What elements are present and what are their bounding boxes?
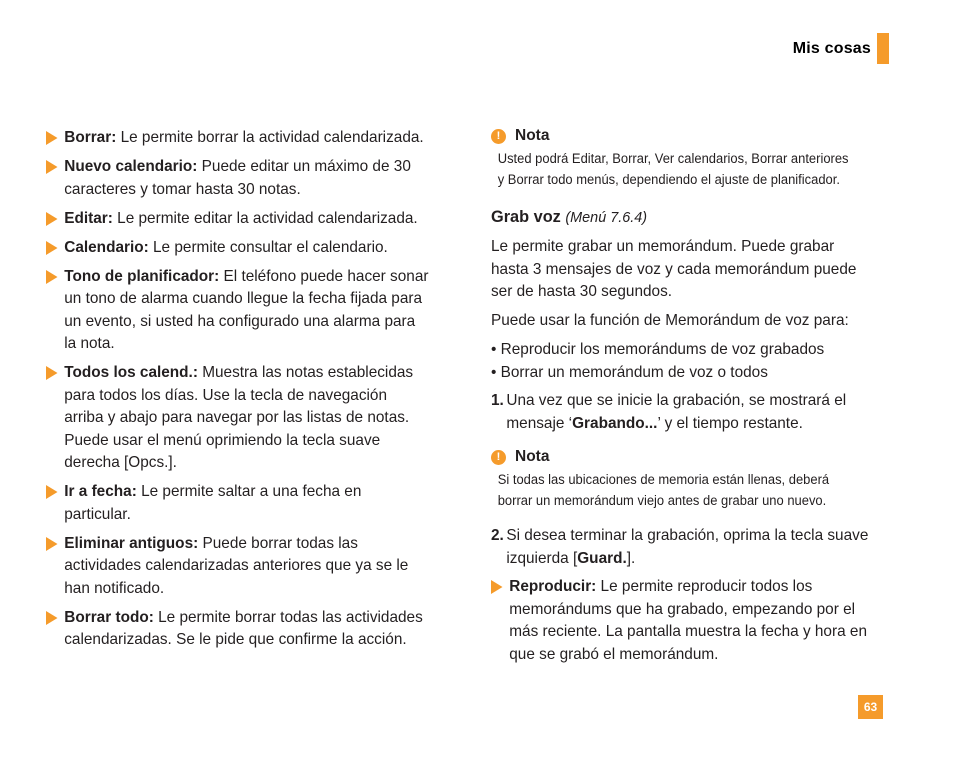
step-2 [491,525,875,570]
arrow-bullet-icon [46,241,58,255]
step-text: Si desea terminar la grabación, oprima la tecla suave izquierda [ [506,527,869,567]
note-line: y Borrar todo menús, dependiendo el ajuste de planificador. [497,171,840,187]
option-desc: El teléfono puede hacer sonar un tono de alarma cuando llegue la fecha fijada para un evento, si usted ha configurado una alarma para la nota. [64,267,429,352]
paragraph-line: ser de hasta 30 segundos. [491,283,673,300]
step-text: ]. [626,549,636,567]
menu-option-borrar [46,127,430,150]
arrow-bullet-icon [46,366,58,380]
paragraph-line: hasta 3 mensajes de voz y cada memorándum puede [491,260,857,278]
option-desc: Le permite borrar la actividad calendarizada. [116,129,424,146]
paragraph-line: Le permite grabar un memorándum. Puede grabar [491,238,835,255]
page-number: 63 [858,695,883,719]
note-title: Nota [515,448,550,465]
arrow-bullet-icon [46,270,58,284]
option-term: Tono de planificador: [64,267,220,285]
note-box [491,127,891,190]
menu-option-eliminar-antiguos [46,533,430,601]
menu-option-todos-los-calend [46,362,430,475]
option-desc: Le permite saltar a una fecha en particular. [64,483,362,523]
menu-option-editar [46,208,430,231]
list-item: • Reproducir los memorándums de voz grabados [491,341,825,358]
note-heading [491,448,891,466]
option-desc: Le permite editar la actividad calendarizada. [112,209,418,227]
menu-option-calendario [46,237,430,260]
option-term: Borrar: [64,129,117,146]
option-desc: Le permite borrar todas las actividades calendarizadas. Se le pide que confirme la acción. [64,608,423,648]
option-term: Todos los calend.: [64,364,198,381]
option-desc: Le permite consultar el calendario. [148,238,388,256]
option-term: Borrar todo: [64,608,154,626]
arrow-bullet-icon [46,537,58,551]
option-desc: Muestra las notas establecidas para todos los días. Use la tecla de navegación arriba y abajo para navegar por las listas de notas. Puede usar el menú oprimiendo la tecla suave derecha [Opcs.]. [64,364,414,471]
arrow-bullet-icon [46,212,58,226]
note-line: Usted podrá Editar, Borrar, Ver calendarios, Borrar anteriores [497,151,849,166]
step-bold-text: Guard. [577,549,627,567]
menu-reference: (Menú 7.6.4) [565,209,648,226]
section-heading [491,207,875,227]
section-title: Grab voz [491,207,561,226]
list-item: • Borrar un memorándum de voz o todos [491,364,768,381]
menu-option-borrar-todo [46,607,430,652]
menu-option-nuevo-calendario [46,156,430,201]
exclamation-icon: ! [491,129,506,144]
left-column [46,127,446,658]
arrow-bullet-icon [46,160,58,174]
note-line: Si todas las ubicaciones de memoria están llenas, deberá [497,472,830,487]
option-term: Calendario: [64,238,149,256]
note-heading [491,127,891,145]
step-number: 1. [491,392,504,409]
note-body [491,149,875,190]
step-bold-text: Grabando... [572,414,658,432]
step-1 [491,390,875,435]
step-text: Una vez que se inicie la grabación, se mostrará el mensaje ‘ [506,392,847,432]
arrow-bullet-icon [46,611,58,625]
intro-paragraph [491,236,875,304]
section-header-title: Mis cosas [792,39,871,57]
arrow-bullet-icon [491,580,503,594]
note-body [491,470,875,511]
right-column [491,127,891,673]
option-term: Nuevo calendario: [64,158,198,175]
step-number: 2. [491,527,504,544]
menu-option-tono-planificador [46,266,430,356]
page-header [793,33,889,64]
option-term: Reproducir: [509,578,597,595]
step-text: ’ y el tiempo restante. [657,414,803,432]
header-accent-bar [877,33,889,64]
arrow-bullet-icon [46,485,58,499]
arrow-bullet-icon [46,131,58,145]
note-box [491,448,891,511]
option-term: Eliminar antiguos: [64,534,199,552]
note-line: borrar un memorándum viejo antes de grabar uno nuevo. [497,492,827,508]
option-desc: Puede borrar todas las actividades calendarizadas anteriores que ya se le han notificado. [64,534,409,597]
usage-intro: Puede usar la función de Memorándum de voz para: [491,311,849,329]
option-term: Editar: [64,209,113,227]
option-term: Ir a fecha: [64,483,137,500]
note-title: Nota [515,127,550,144]
exclamation-icon: ! [491,450,506,465]
option-desc: Le permite reproducir todos los memorándums que ha grabado, empezando por el más reciente. La pantalla muestra la fecha y hora en que se grabó el memorándum. [509,578,867,663]
option-desc: Puede editar un máximo de 30 caracteres y tomar hasta 30 notas. [64,158,411,198]
menu-option-ir-a-fecha [46,481,430,526]
menu-option-reproducir [491,576,875,666]
bullet-list [491,338,891,384]
